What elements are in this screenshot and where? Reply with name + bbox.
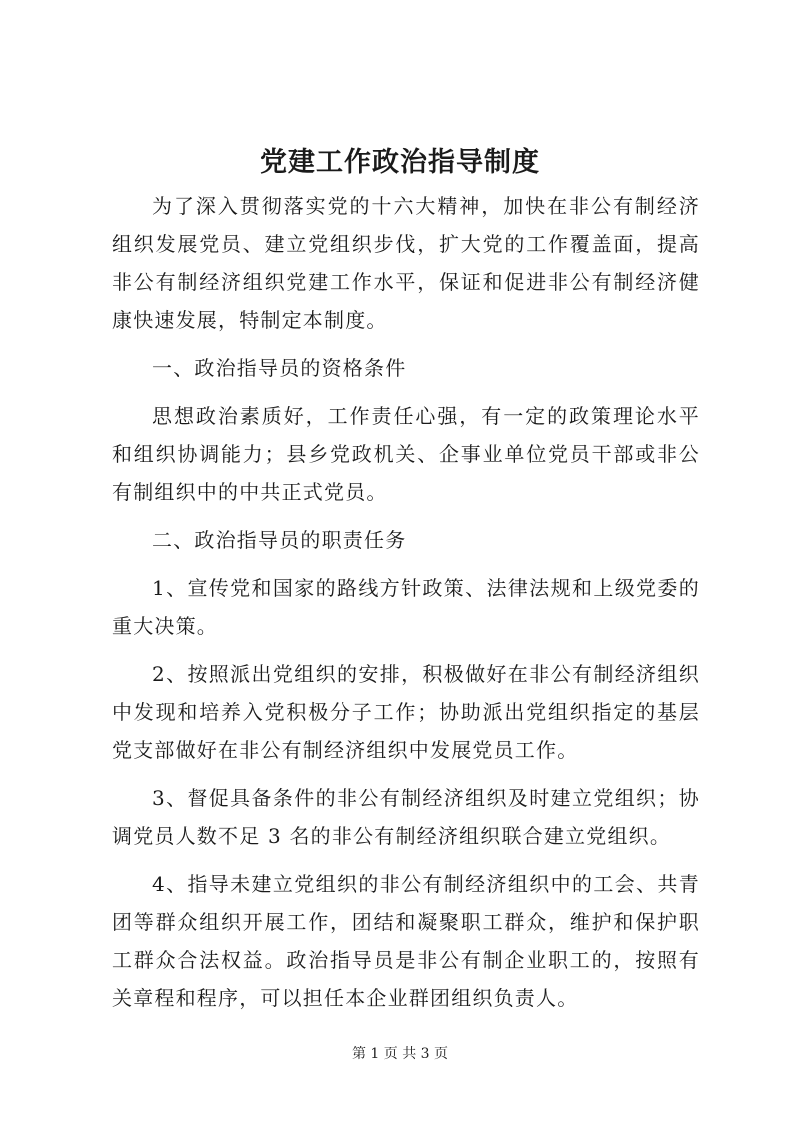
duty-item-3: 3、督促具备条件的非公有制经济组织及时建立党组织；协调党员人数不足 3 名的非公有制经济组织联合建立党组织。 bbox=[112, 786, 700, 848]
intro-paragraph: 为了深入贯彻落实党的十六大精神，加快在非公有制经济组织发展党员、建立党组织步伐，扩大党的工作覆盖面，提高非公有制经济组织党建工作水平，保证和促进非公有制经济健康快速发展，特制定本制度。 bbox=[112, 194, 700, 332]
duty-item-4: 4、指导未建立党组织的非公有制经济组织中的工会、共青团等群众组织开展工作，团结和凝聚职工群众，维护和保护职工群众合法权益。政治指导员是非公有制企业职工的，按照有关章程和程序，可以担任本企业群团组织负责人。 bbox=[112, 872, 700, 1010]
page-number-footer: 第 1 页 共 3 页 bbox=[351, 1046, 449, 1062]
duty-item-1: 1、宣传党和国家的路线方针政策、法律法规和上级党委的重大决策。 bbox=[112, 576, 700, 638]
section-heading-duties: 二、政治指导员的职责任务 bbox=[152, 528, 407, 552]
document-body bbox=[112, 187, 700, 1017]
duty-item-2: 2、按照派出党组织的安排，积极做好在非公有制经济组织中发现和培养入党积极分子工作；协助派出党组织指定的基层党支部做好在非公有制经济组织中发展党员工作。 bbox=[112, 662, 700, 762]
document-title: 党建工作政治指导制度 bbox=[260, 147, 540, 178]
section-heading-qualifications: 一、政治指导员的资格条件 bbox=[152, 356, 407, 380]
qualifications-paragraph: 思想政治素质好，工作责任心强，有一定的政策理论水平和组织协调能力；县乡党政机关、企事业单位党员干部或非公有制组织中的中共正式党员。 bbox=[112, 404, 700, 504]
